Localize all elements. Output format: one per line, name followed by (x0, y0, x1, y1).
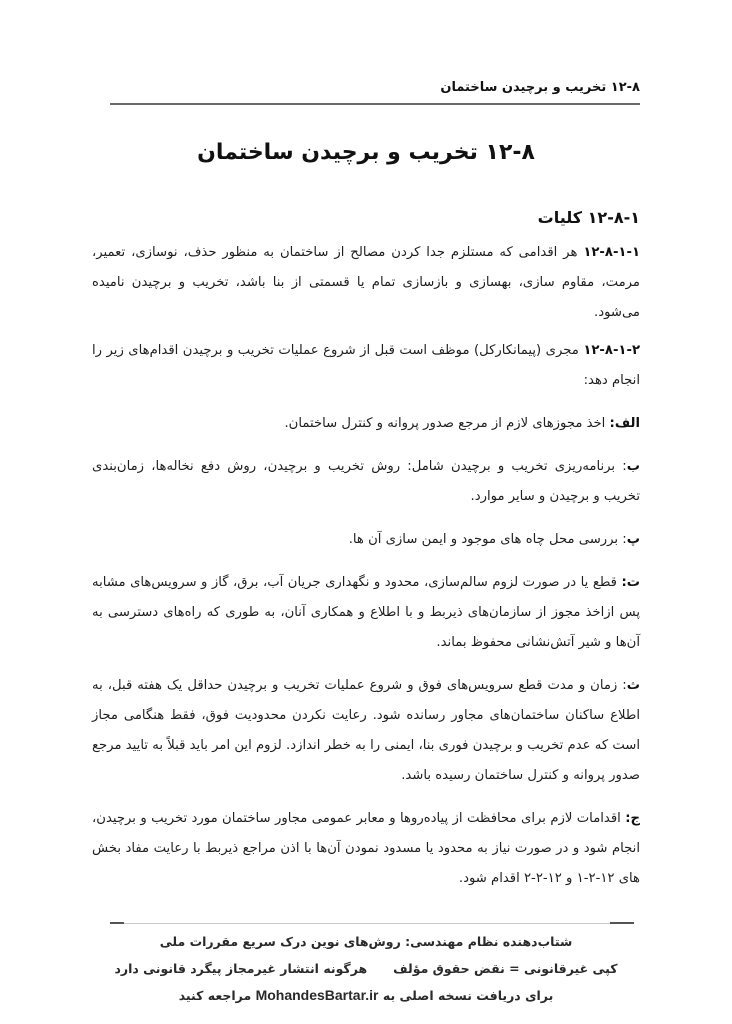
clause-number: ۱۲-۸-۱-۱ (583, 245, 640, 260)
chapter-title: ۱۲-۸ تخریب و برچیدن ساختمان (197, 140, 535, 165)
header-divider (110, 103, 640, 105)
footer-line-3-prefix: برای دریافت نسخه اصلی به (382, 988, 554, 1003)
item-text: اقدامات لازم برای محافظت از پیاده‌روها و معابر عمومی مجاور ساختمان مورد تخریب و برچیدن، انجام شود و در صورت نیاز به محدود یا مسدود نمودن آن‌ها با اذن مراجع ذیربط با رعایت مفاد بخش های ۱۲-۲-۱ و ۱۲-۲-۲ اقدام شود. (92, 811, 640, 886)
footer-line-3-suffix: مراجعه کنید (178, 988, 252, 1003)
body-content (92, 204, 640, 902)
footer-line-1: شتاب‌دهنده نظام مهندسی: روش‌های نوین درک سریع مقررات ملی (159, 934, 573, 949)
list-item (92, 804, 640, 894)
item-text: قطع یا در صورت لزوم سالم‌سازی، محدود و نگهداری جریان آب، برق، گاز و سرویس‌های مشابه پس ازاخذ مجوز از سازمان‌های ذیربط و با اطلاع و همکاری آنان، به طوری که راه‌های دسترسی به آن‌ها و شیر آتش‌نشانی محفوظ بماند. (92, 575, 640, 650)
list-item (92, 409, 640, 439)
list-item (92, 452, 640, 512)
item-label: ت: (621, 575, 640, 590)
list-item (92, 568, 640, 658)
footer-watermark (0, 928, 732, 1009)
footer-line-3 (0, 982, 732, 1009)
item-text: : برنامه‌ریزی تخریب و برچیدن شامل: روش تخریب و برچیدن، روش دفع نخاله‌ها، زمان‌بندی تخریب و برچیدن و سایر موارد. (92, 459, 640, 504)
item-text: اخذ مجوزهای لازم از مرجع صدور پروانه و کنترل ساختمان. (284, 416, 610, 431)
item-label: الف: (609, 416, 640, 431)
list-item (92, 525, 640, 555)
clause-paragraph (92, 238, 640, 328)
footer-divider (110, 923, 634, 924)
footer-divider-end (110, 922, 124, 924)
footer-line-2 (0, 955, 732, 982)
clause-text: هر اقدامی که مستلزم جدا کردن مصالح از ساختمان به منظور حذف، نوسازی، تعمیر، مرمت، مقاوم سازی، بهسازی و بازسازی تمام یا قسمتی از بنا باشد، تخریب و برچیدن نامیده می‌شود. (92, 245, 640, 320)
item-label: ج: (625, 811, 640, 826)
website-link[interactable]: MohandesBartar.ir (255, 987, 379, 1003)
clause-number: ۱۲-۸-۱-۲ (583, 343, 640, 358)
clause-paragraph (92, 336, 640, 396)
footer-divider-end (610, 922, 634, 924)
item-label: ب (626, 459, 640, 474)
item-label: ث (626, 678, 640, 693)
running-header: ۱۲-۸ تخریب و برچیدن ساختمان (440, 80, 640, 95)
list-item (92, 671, 640, 791)
copyright-notice: کپی غیرقانونی = نقض حقوق مؤلف (393, 961, 618, 976)
item-label: پ (626, 532, 640, 547)
item-text: : بررسی محل چاه های موجود و ایمن سازی آن ها. (348, 532, 627, 547)
legal-notice: هرگونه انتشار غیرمجاز پیگرد قانونی دارد (114, 961, 368, 976)
section-heading: ۱۲-۸-۱ کلیات (537, 208, 640, 227)
item-text: : زمان و مدت قطع سرویس‌های فوق و شروع عملیات تخریب و برچیدن حداقل یک هفته قبل، به اطلاع ساکنان ساختمان‌های مجاور رسانده شود. رعایت نکردن محدودیت فوق، فقط هنگامی مجاز است که عدم تخریب و برچیدن فوری بنا، ایمنی را به خطر اندازد. لزوم این امر باید قبلاً به تایید مرجع صدور پروانه و کنترل ساختمان رسیده باشد. (92, 678, 640, 783)
clause-text: مجری (پیمانکارکل) موظف است قبل از شروع عملیات تخریب و برچیدن اقدام‌های زیر را انجام دهد: (92, 343, 640, 388)
